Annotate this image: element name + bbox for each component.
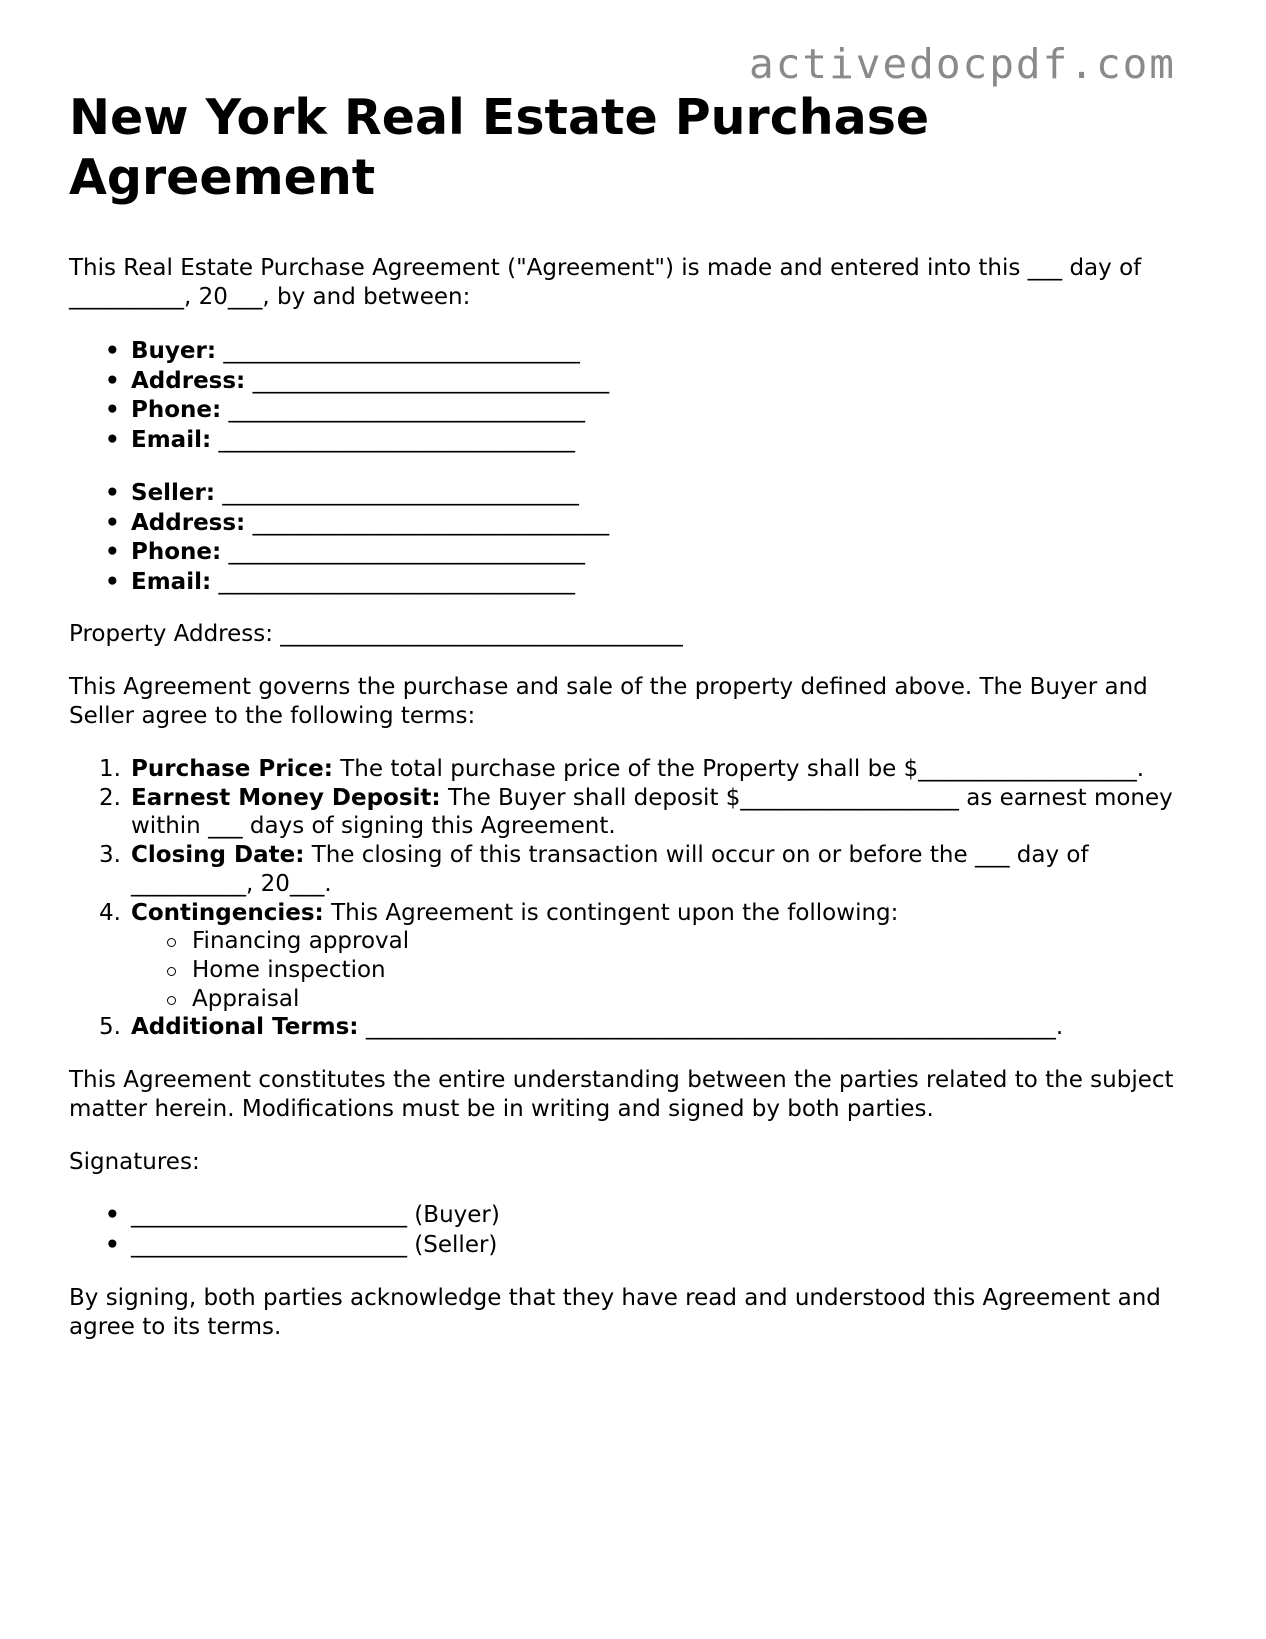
governs-paragraph: This Agreement governs the purchase and sale of the property defined above. The Buyer and Seller agree to the following terms: <box>69 674 1148 729</box>
page-title: New York Real Estate Purchase Agreement <box>69 89 930 206</box>
contingency-item: Financing approval <box>192 927 1199 956</box>
seller-name-blank[interactable]: _______________________________ <box>222 480 579 506</box>
buyer-signature-line[interactable]: • ________________________ (Buyer) <box>131 1201 1199 1231</box>
contingency-item: Home inspection <box>192 956 1199 985</box>
seller-name-label: Seller: <box>131 480 216 506</box>
seller-phone-label: Phone: <box>131 539 222 565</box>
seller-email-field <box>131 568 1199 598</box>
term-additional <box>131 1013 1199 1042</box>
seller-phone-field <box>131 538 1199 568</box>
buyer-name-blank[interactable]: _______________________________ <box>223 338 580 364</box>
seller-email-blank[interactable]: _______________________________ <box>218 568 575 595</box>
buyer-email-label: Email: <box>131 426 212 453</box>
buyer-address-blank[interactable]: _______________________________ <box>252 367 610 394</box>
contingencies-text: This Agreement is contingent upon the following: <box>331 899 899 926</box>
contingencies-label: Contingencies: <box>131 899 324 926</box>
buyer-phone-blank[interactable]: _______________________________ <box>228 397 586 423</box>
terms-list <box>69 755 1199 1042</box>
additional-terms-label: Additional Terms: <box>131 1014 359 1041</box>
contingency-item: Appraisal <box>192 985 1199 1014</box>
buyer-details <box>69 337 1199 455</box>
buyer-phone-label: Phone: <box>131 397 222 423</box>
earnest-money-label: Earnest Money Deposit: <box>131 784 441 811</box>
signatures-heading: Signatures: <box>69 1149 200 1176</box>
intro-paragraph: This Real Estate Purchase Agreement ("Agreement") is made and entered into this ___ day of __________, 20___, by and between: <box>69 255 1142 310</box>
seller-address-blank[interactable]: _______________________________ <box>252 509 610 536</box>
property-address[interactable]: Property Address: ___________________________________ <box>69 621 683 647</box>
seller-phone-blank[interactable]: _______________________________ <box>228 539 586 565</box>
closing-date-text[interactable]: The closing of this transaction will occur on or before the ___ day of __________, 20___. <box>131 842 1089 897</box>
buyer-phone-field <box>131 396 1199 426</box>
seller-address-label: Address: <box>131 509 246 536</box>
purchase-price-label: Purchase Price: <box>131 756 333 782</box>
buyer-name-label: Buyer: <box>131 338 217 364</box>
buyer-address-label: Address: <box>131 367 246 394</box>
watermark: activedocpdf.com <box>749 40 1176 88</box>
document-page <box>69 88 1199 1342</box>
term-earnest-money <box>131 784 1199 841</box>
term-contingencies <box>131 899 1199 1014</box>
term-purchase-price <box>131 755 1199 784</box>
seller-address-field <box>131 509 1199 539</box>
seller-signature-line[interactable]: • ________________________ (Seller) <box>131 1231 1199 1261</box>
earnest-money-text[interactable]: The Buyer shall deposit $___________________ as earnest money within ___ days of signing this Agreement. <box>131 784 1173 840</box>
term-closing-date <box>131 841 1199 898</box>
buyer-name-field <box>131 337 1199 367</box>
purchase-price-text[interactable]: The total purchase price of the Property shall be $___________________. <box>340 756 1145 782</box>
buyer-address-field <box>131 367 1199 397</box>
acknowledgement-paragraph: By signing, both parties acknowledge that they have read and understood this Agreement and agree to its terms. <box>69 1285 1161 1341</box>
signature-list <box>69 1201 1199 1260</box>
seller-name-field <box>131 479 1199 509</box>
buyer-email-field <box>131 426 1199 456</box>
seller-email-label: Email: <box>131 568 212 595</box>
additional-terms-blank[interactable]: ____________________________________________________________. <box>365 1014 1064 1041</box>
seller-details <box>69 479 1199 597</box>
buyer-email-blank[interactable]: _______________________________ <box>218 426 575 453</box>
contingencies-list <box>131 927 1199 1013</box>
closing-date-label: Closing Date: <box>131 842 305 869</box>
entire-agreement-paragraph: This Agreement constitutes the entire understanding between the parties related to the subject matter herein. Modifications must be in writing and signed by both parties. <box>69 1067 1174 1123</box>
